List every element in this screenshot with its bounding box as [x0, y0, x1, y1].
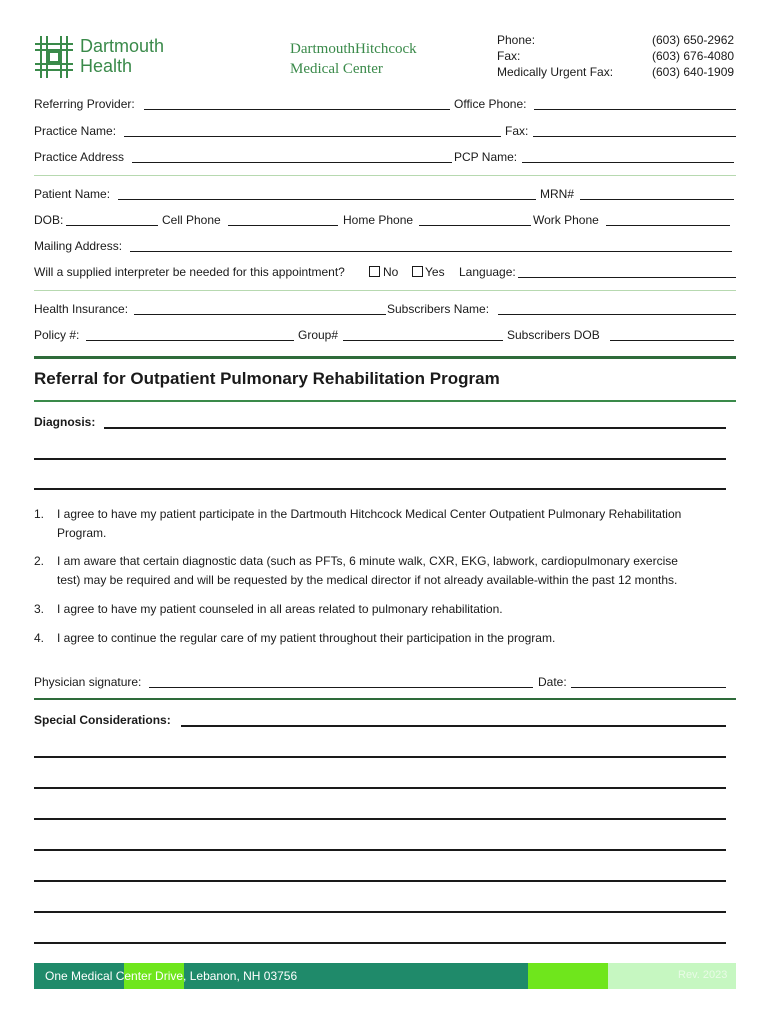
mailing-address-field[interactable] — [130, 251, 732, 252]
special-considerations-line[interactable] — [34, 849, 726, 851]
urgent-fax-label: Medically Urgent Fax: — [497, 65, 614, 79]
patient-name-label: Patient Name: — [34, 187, 111, 201]
physician-signature-field[interactable] — [149, 687, 533, 688]
dartmouth-health-logo — [33, 34, 75, 85]
agreement-text-cont: Program. — [57, 526, 107, 540]
diagnosis-field[interactable] — [104, 427, 726, 429]
form-title: Referral for Outpatient Pulmonary Rehabilitation Program — [34, 369, 500, 388]
office-phone-field[interactable] — [534, 109, 736, 110]
interpreter-question: Will a supplied interpreter be needed for this appointment? — [34, 265, 345, 279]
referring-provider-field[interactable] — [144, 109, 450, 110]
dhmc-line-2: Medical Center — [290, 61, 383, 77]
work-phone-label: Work Phone — [533, 213, 599, 227]
policy-field[interactable] — [86, 340, 294, 341]
health-insurance-label: Health Insurance: — [34, 302, 129, 316]
footer-band-lime — [528, 963, 608, 989]
policy-label: Policy #: — [34, 328, 80, 342]
agreement-text: I agree to continue the regular care of my patient throughout their participation in the program. — [57, 631, 556, 645]
subscribers-name-field[interactable] — [498, 314, 736, 315]
section-divider — [34, 175, 736, 176]
section-divider — [34, 290, 736, 291]
cell-phone-field[interactable] — [228, 225, 338, 226]
agreement-number: 2. — [34, 554, 45, 568]
dhmc-line-1: DartmouthHitchcock — [290, 41, 417, 57]
special-considerations-line[interactable] — [34, 911, 726, 913]
footer-revision: Rev. 2023 — [678, 969, 728, 981]
phone-value: (603) 650-2962 — [652, 33, 735, 47]
date-label: Date: — [538, 675, 567, 689]
logo-line-health: Health — [80, 56, 133, 76]
home-phone-label: Home Phone — [343, 213, 414, 227]
office-phone-label: Office Phone: — [454, 97, 527, 111]
special-considerations-line[interactable] — [34, 756, 726, 758]
group-label: Group# — [298, 328, 339, 342]
footer-address: One Medical Center Drive, Lebanon, NH 03756 — [45, 969, 298, 983]
practice-address-label: Practice Address — [34, 150, 125, 164]
practice-name-label: Practice Name: — [34, 124, 117, 138]
agreement-text: I agree to have my patient participate in the Dartmouth Hitchcock Medical Center Outpatient Pulmonary Rehabilitation — [57, 507, 682, 521]
logo-line-dartmouth: Dartmouth — [80, 36, 165, 56]
dob-label: DOB: — [34, 213, 64, 227]
section-divider-thick — [34, 356, 736, 359]
fax-field[interactable] — [533, 136, 736, 137]
physician-signature-label: Physician signature: — [34, 675, 142, 689]
referring-provider-label: Referring Provider: — [34, 97, 135, 111]
language-label: Language: — [459, 265, 516, 279]
patient-name-field[interactable] — [118, 199, 536, 200]
yes-checkbox[interactable] — [412, 266, 423, 277]
group-field[interactable] — [343, 340, 503, 341]
special-considerations-field[interactable] — [181, 725, 726, 727]
fax-value: (603) 676-4080 — [652, 49, 735, 63]
practice-address-field[interactable] — [132, 162, 452, 163]
mailing-address-label: Mailing Address: — [34, 239, 123, 253]
special-considerations-label: Special Considerations: — [34, 713, 171, 727]
urgent-fax-value: (603) 640-1909 — [652, 65, 735, 79]
no-label: No — [383, 265, 399, 279]
agreement-text: I am aware that certain diagnostic data (such as PFTs, 6 minute walk, CXR, EKG, labwork, cardiopulmonary exercise — [57, 554, 678, 568]
dartmouth-health-logo-icon — [33, 34, 75, 80]
section-divider — [34, 698, 736, 700]
special-considerations-line[interactable] — [34, 880, 726, 882]
pcp-name-field[interactable] — [522, 162, 734, 163]
title-underline — [34, 400, 736, 402]
agreement-number: 1. — [34, 507, 45, 521]
subscribers-dob-field[interactable] — [610, 340, 734, 341]
agreement-text-cont: test) may be required and will be requested by the medical director if not already available-within the past 12 months. — [57, 573, 678, 587]
mrn-label: MRN# — [540, 187, 575, 201]
fax-field-label: Fax: — [505, 124, 529, 138]
diagnosis-label: Diagnosis: — [34, 415, 96, 429]
agreement-number: 3. — [34, 602, 45, 616]
pcp-name-label: PCP Name: — [454, 150, 518, 164]
date-field[interactable] — [571, 687, 726, 688]
subscribers-dob-label: Subscribers DOB — [507, 328, 600, 342]
special-considerations-line[interactable] — [34, 818, 726, 820]
phone-label: Phone: — [497, 33, 536, 47]
language-field[interactable] — [518, 277, 736, 278]
agreement-text: I agree to have my patient counseled in all areas related to pulmonary rehabilitation. — [57, 602, 503, 616]
special-considerations-line[interactable] — [34, 942, 726, 944]
home-phone-field[interactable] — [419, 225, 531, 226]
yes-label: Yes — [425, 265, 445, 279]
subscribers-name-label: Subscribers Name: — [387, 302, 490, 316]
diagnosis-field-line-2[interactable] — [34, 458, 726, 460]
fax-label: Fax: — [497, 49, 521, 63]
diagnosis-field-line-3[interactable] — [34, 488, 726, 490]
dob-field[interactable] — [66, 225, 158, 226]
mrn-field[interactable] — [580, 199, 734, 200]
health-insurance-field[interactable] — [134, 314, 386, 315]
practice-name-field[interactable] — [124, 136, 501, 137]
agreement-number: 4. — [34, 631, 45, 645]
special-considerations-line[interactable] — [34, 787, 726, 789]
work-phone-field[interactable] — [606, 225, 730, 226]
no-checkbox[interactable] — [369, 266, 380, 277]
cell-phone-label: Cell Phone — [162, 213, 221, 227]
